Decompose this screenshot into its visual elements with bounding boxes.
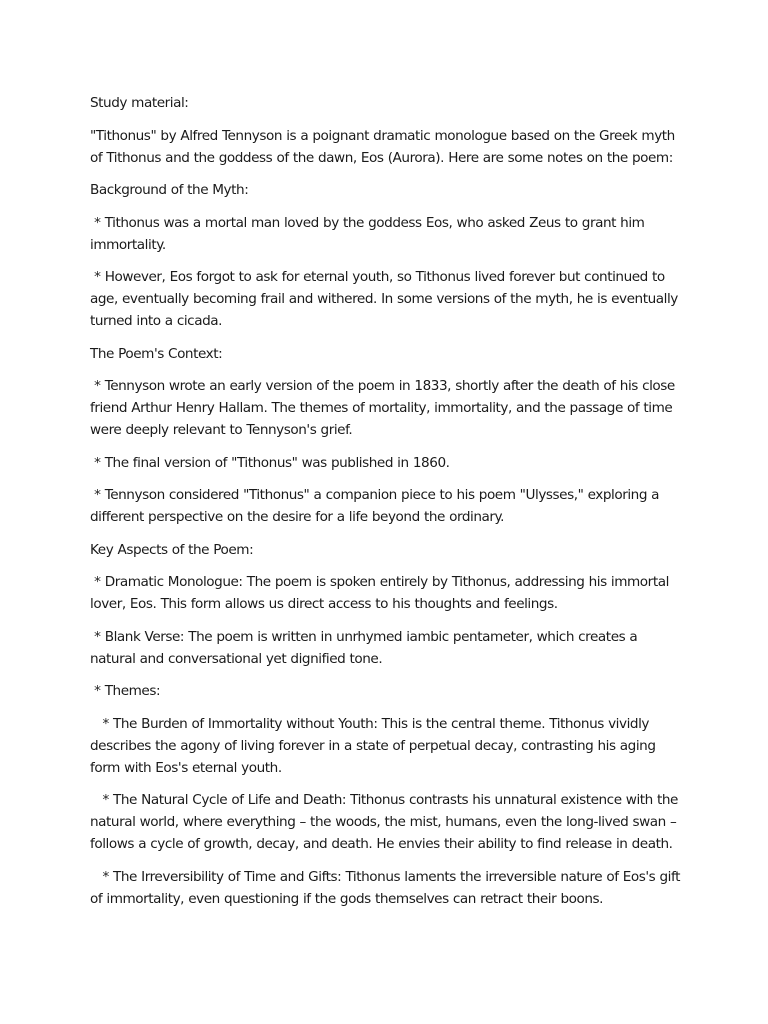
context-bullet-2: * The final version of "Tithonus" was published in 1860. — [90, 454, 450, 471]
background-bullet-1: * Tithonus was a mortal man loved by the goddess Eos, who asked Zeus to grant him immortality. — [90, 214, 649, 253]
theme-natural-cycle: * The Natural Cycle of Life and Death: Tithonus contrasts his unnatural existence with the natural world, where everything – the woods, the mist, humans, even the long-lived swan – follows a cycle of growth, decay, and death. He envies their ability to find release in death. — [90, 792, 683, 852]
study-material-heading: Study material: — [90, 95, 189, 111]
intro-paragraph: "Tithonus" by Alfred Tennyson is a poignant dramatic monologue based on the Greek myth of Tithonus and the goddess of the dawn, Eos (Aurora). Here are some notes on the poem: — [90, 127, 680, 166]
background-bullet-2: * However, Eos forgot to ask for eternal youth, so Tithonus lived forever but continued to age, eventually becoming frail and withered. In some versions of the myth, he is eventually turned into a cicada. — [90, 269, 683, 329]
key-aspect-dramatic-monologue: * Dramatic Monologue: The poem is spoken entirely by Tithonus, addressing his immortal lover, Eos. This form allows us direct access to his thoughts and feelings. — [90, 574, 674, 612]
key-aspect-themes: * Themes: — [90, 683, 161, 699]
theme-irreversibility: * The Irreversibility of Time and Gifts: Tithonus laments the irreversible nature of Eos's gift of immortality, even questioning if the gods themselves can retract their boons. — [90, 868, 685, 907]
key-aspect-blank-verse: * Blank Verse: The poem is written in unrhymed iambic pentameter, which creates a natural and conversational yet dignified tone. — [90, 628, 642, 667]
background-heading: Background of the Myth: — [90, 182, 249, 198]
key-aspects-heading: Key Aspects of the Poem: — [90, 541, 254, 558]
theme-burden-of-immortality: * The Burden of Immortality without Youth: This is the central theme. Tithonus vividly describes the agony of living forever in a state of perpetual decay, contrasting his aging form with Eos's eternal youth. — [90, 715, 660, 776]
context-heading: The Poem's Context: — [90, 345, 223, 362]
document-page — [90, 92, 685, 920]
context-bullet-3: * Tennyson considered "Tithonus" a companion piece to his poem "Ulysses," exploring a different perspective on the desire for a life beyond the ordinary. — [90, 487, 664, 525]
context-bullet-1: * Tennyson wrote an early version of the poem in 1833, shortly after the death of his close friend Arthur Henry Hallam. The themes of mortality, immortality, and the passage of time were deeply relevant to Tennyson's grief. — [90, 378, 680, 438]
